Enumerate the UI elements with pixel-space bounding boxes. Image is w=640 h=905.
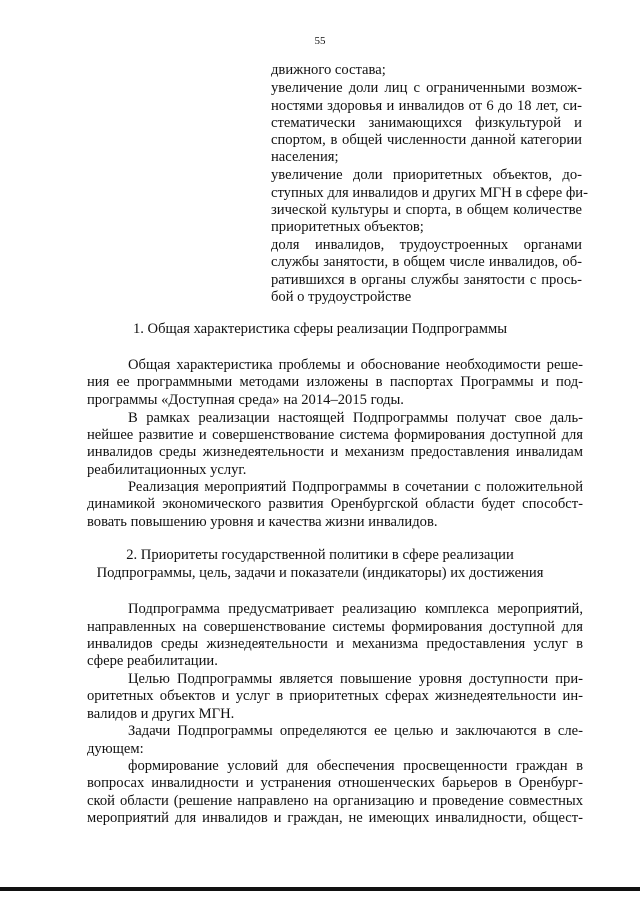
list-line: зической культуры и спорта, в общем количестве (271, 202, 582, 218)
body-line: реабилитационных услуг. (87, 462, 247, 478)
section-2-heading-line-1: 2. Приоритеты государственной политики в сфере реализации (126, 547, 514, 563)
body-line: дующем: (87, 741, 144, 757)
body-line: Задачи Подпрограммы определяются ее целью и заключаются в сле- (128, 723, 583, 739)
list-line: движного состава; (271, 62, 386, 78)
body-line: инвалидов среды жизнедеятельности и механизма предоставления услуг в (87, 636, 583, 652)
body-line: Подпрограмма предусматривает реализацию комплекса мероприятий, (128, 601, 583, 617)
body-line: мероприятий для инвалидов и граждан, не имеющих инвалидности, общест- (87, 810, 583, 826)
body-line: вовать повышению уровня и качества жизни инвалидов. (87, 514, 438, 530)
body-line: ния ее программными методами изложены в паспортах Программы и под- (87, 374, 583, 390)
body-line: ской области (решение направлено на организацию и проведение совместных (87, 793, 583, 809)
section-1-heading: 1. Общая характеристика сферы реализации Подпрограммы (132, 321, 508, 337)
list-line: ратившихся в органы службы занятости с прось- (271, 272, 582, 288)
page-number: 55 (314, 35, 326, 47)
list-line: увеличение доли лиц с ограниченными возмож- (271, 80, 582, 96)
list-line: населения; (271, 149, 339, 165)
body-line: вопросах инвалидности и устранения отношенческих барьеров в Оренбург- (87, 775, 583, 791)
body-line: сфере реабилитации. (87, 653, 218, 669)
list-line: стематически занимающихся физкультурой и (271, 115, 582, 131)
body-line: динамикой экономического развития Оренбургской области будет способст- (87, 496, 583, 512)
bottom-rule (0, 887, 640, 891)
body-line: формирование условий для обеспечения просвещенности граждан в (128, 758, 583, 774)
list-line: бой о трудоустройстве (271, 289, 412, 305)
list-line: ступных для инвалидов и других МГН в сфере фи- (271, 185, 588, 201)
list-line: приоритетных объектов; (271, 219, 424, 235)
body-line: инвалидов среды жизнедеятельности и механизм предоставления инвалидам (87, 444, 583, 460)
body-line: программы «Доступная среда» на 2014–2015 годы. (87, 392, 404, 408)
list-line: спортом, в общей численности данной категории (271, 132, 582, 148)
body-line: оритетных объектов и услуг в приоритетных сферах жизнедеятельности ин- (87, 688, 583, 704)
list-line: увеличение доли приоритетных объектов, до- (271, 167, 582, 183)
body-line: В рамках реализации настоящей Подпрограммы получат свое даль- (128, 410, 583, 426)
body-line: нейшее развитие и совершенствование система формирования доступной для (87, 427, 583, 443)
body-line: валидов и других МГН. (87, 706, 235, 722)
section-2-heading-line-2: Подпрограммы, цель, задачи и показатели (индикаторы) их достижения (96, 565, 544, 581)
list-line: ностями здоровья и инвалидов от 6 до 18 лет, си- (271, 98, 582, 114)
body-line: направленных на совершенствование системы формирования доступной для (87, 619, 583, 635)
body-line: Целью Подпрограммы является повышение уровня доступности при- (128, 671, 583, 687)
list-line: службы занятости, в общем числе инвалидов, об- (271, 254, 582, 270)
body-line: Реализация мероприятий Подпрограммы в сочетании с положительной (128, 479, 583, 495)
body-line: Общая характеристика проблемы и обоснование необходимости реше- (128, 357, 583, 373)
list-line: доля инвалидов, трудоустроенных органами (271, 237, 582, 253)
